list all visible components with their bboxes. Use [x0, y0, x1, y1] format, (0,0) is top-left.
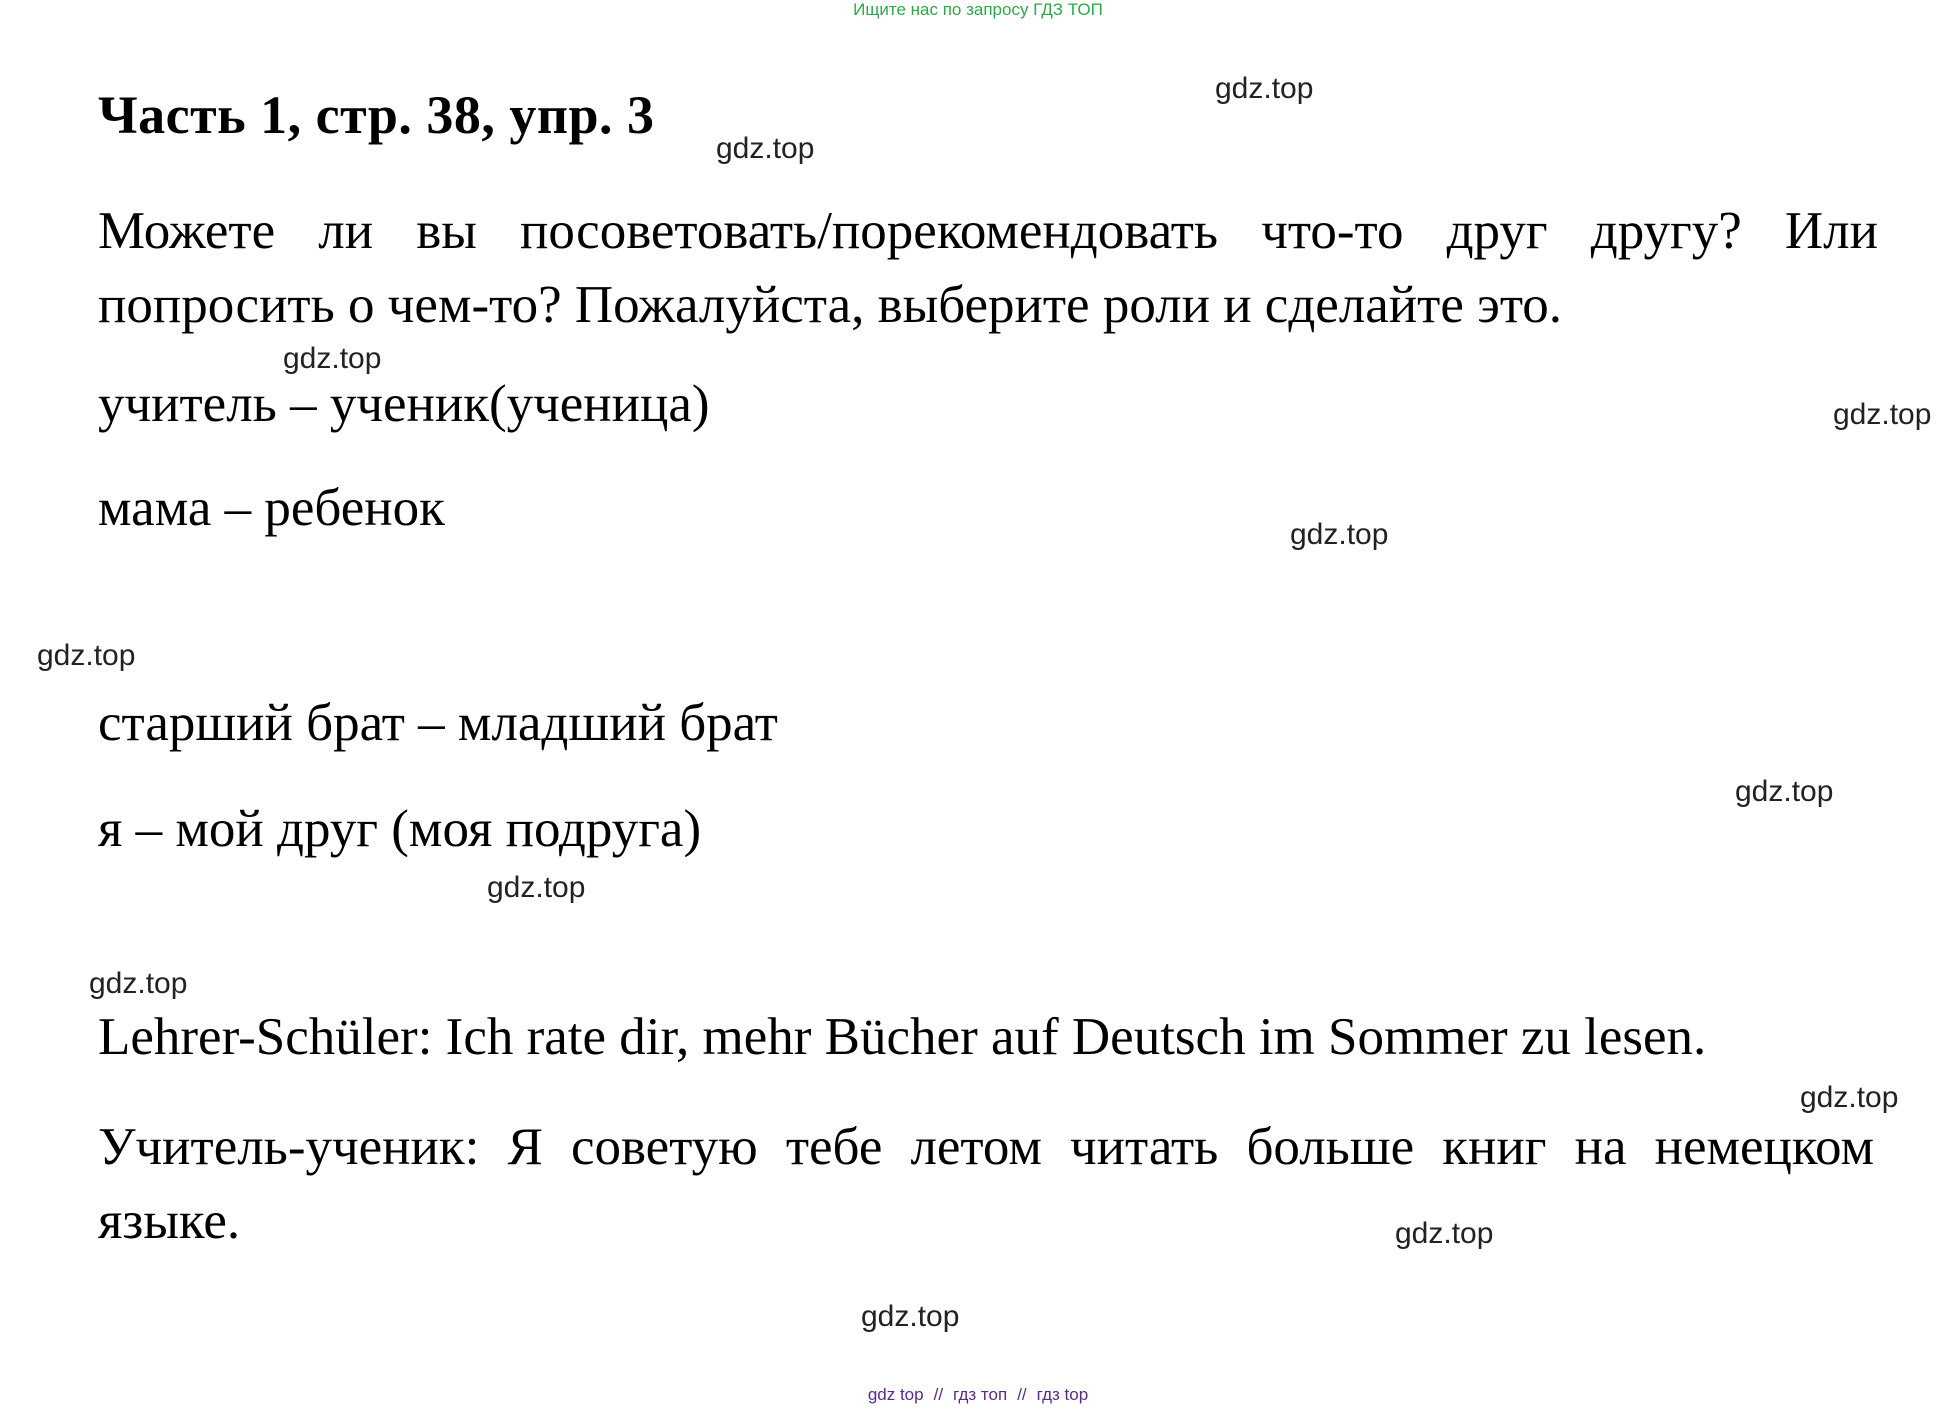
watermark: gdz.top [283, 342, 382, 375]
answer-german: Lehrer-Schüler: Ich rate dir, mehr Bücher auf Deutsch im Sommer zu lesen. [98, 1008, 1707, 1066]
watermark: gdz.top [487, 871, 586, 904]
top-banner: Ищите нас по запросу ГДЗ ТОП [853, 0, 1103, 19]
watermark: gdz.top [1395, 1217, 1494, 1250]
role-pair-3: старший брат – младший брат [98, 694, 778, 752]
watermark: gdz.top [37, 639, 136, 672]
footer-links [0, 1385, 1956, 1405]
watermark: gdz.top [1833, 398, 1932, 431]
role-pair-4: я – мой друг (моя подруга) [98, 800, 702, 858]
role-pair-1: учитель – ученик(ученица) [98, 375, 710, 433]
watermark: gdz.top [1290, 518, 1389, 551]
watermark: gdz.top [89, 967, 188, 1000]
footer-link[interactable]: гдз top [1036, 1385, 1089, 1404]
footer-link[interactable]: gdz top [867, 1385, 924, 1404]
watermark: gdz.top [716, 132, 815, 165]
instruction-paragraph: Можете ли вы посоветовать/порекомендовать что-то друг другу? Или попросить о чем-то? Пожалуйста, выберите роли и сделайте это. [98, 202, 1878, 334]
watermark: gdz.top [1800, 1081, 1899, 1114]
watermark: gdz.top [1735, 775, 1834, 808]
footer-separator: // [1017, 1385, 1027, 1404]
watermark: gdz.top [861, 1300, 960, 1333]
role-pair-2: мама – ребенок [98, 479, 445, 537]
page-title: Часть 1, стр. 38, упр. 3 [98, 85, 655, 145]
watermark: gdz.top [1215, 72, 1314, 105]
footer-separator: // [933, 1385, 944, 1404]
footer-link[interactable]: гдз топ [953, 1385, 1008, 1404]
answer-russian: Учитель-ученик: Я советую тебе летом читать больше книг на немецком языке. [98, 1118, 1874, 1250]
